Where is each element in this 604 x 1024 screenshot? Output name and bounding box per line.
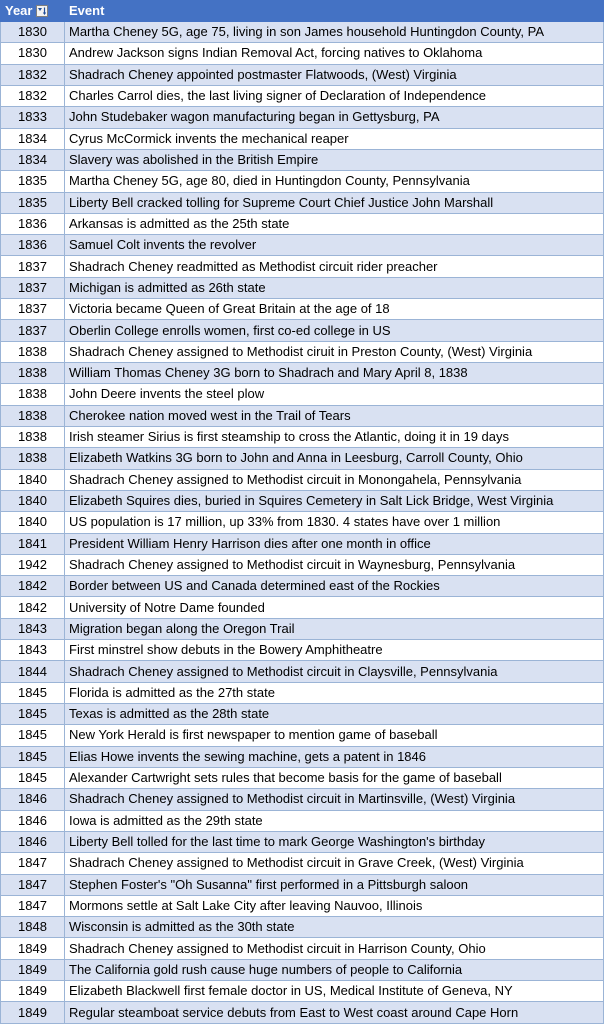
year-cell[interactable]: 1832 <box>1 64 65 85</box>
table-row <box>1 533 604 554</box>
year-cell[interactable]: 1849 <box>1 959 65 980</box>
table-row <box>1 277 604 298</box>
year-cell[interactable]: 1837 <box>1 320 65 341</box>
year-cell[interactable]: 1836 <box>1 235 65 256</box>
event-cell[interactable]: Shadrach Cheney assigned to Methodist circuit in Martinsville, (West) Virginia <box>65 789 604 810</box>
event-cell[interactable]: Liberty Bell cracked tolling for Supreme Court Chief Justice John Marshall <box>65 192 604 213</box>
table-row <box>1 874 604 895</box>
event-cell[interactable]: Andrew Jackson signs Indian Removal Act, forcing natives to Oklahoma <box>65 43 604 64</box>
event-cell[interactable]: Elizabeth Squires dies, buried in Squires Cemetery in Salt Lick Bridge, West Virginia <box>65 490 604 511</box>
table-row <box>1 597 604 618</box>
event-cell[interactable]: Florida is admitted as the 27th state <box>65 682 604 703</box>
table-row <box>1 320 604 341</box>
year-cell[interactable]: 1841 <box>1 533 65 554</box>
header-row <box>1 1 604 22</box>
year-cell[interactable]: 1832 <box>1 85 65 106</box>
year-cell[interactable]: 1837 <box>1 256 65 277</box>
event-column-header[interactable] <box>65 1 604 22</box>
year-cell[interactable]: 1838 <box>1 426 65 447</box>
event-cell[interactable]: Martha Cheney 5G, age 75, living in son James household Huntingdon County, PA <box>65 22 604 43</box>
table-row <box>1 554 604 575</box>
event-cell[interactable]: First minstrel show debuts in the Bowery Amphitheatre <box>65 640 604 661</box>
year-cell[interactable]: 1837 <box>1 299 65 320</box>
year-cell[interactable]: 1848 <box>1 917 65 938</box>
year-cell[interactable]: 1847 <box>1 895 65 916</box>
table-row <box>1 128 604 149</box>
event-cell[interactable]: Shadrach Cheney assigned to Methodist circuit in Waynesburg, Pennsylvania <box>65 554 604 575</box>
year-cell[interactable]: 1849 <box>1 1002 65 1024</box>
event-cell[interactable]: Cyrus McCormick invents the mechanical reaper <box>65 128 604 149</box>
table-row <box>1 43 604 64</box>
year-cell[interactable]: 1840 <box>1 490 65 511</box>
event-cell[interactable]: New York Herald is first newspaper to mention game of baseball <box>65 725 604 746</box>
event-cell[interactable]: Elias Howe invents the sewing machine, gets a patent in 1846 <box>65 746 604 767</box>
table-row <box>1 853 604 874</box>
event-header-label: Event <box>69 3 105 18</box>
table-row <box>1 235 604 256</box>
year-cell[interactable]: 1838 <box>1 448 65 469</box>
year-cell[interactable]: 1838 <box>1 405 65 426</box>
year-cell[interactable]: 1845 <box>1 746 65 767</box>
event-cell[interactable]: President William Henry Harrison dies after one month in office <box>65 533 604 554</box>
event-cell[interactable]: Shadrach Cheney assigned to Methodist circuit in Grave Creek, (West) Virginia <box>65 853 604 874</box>
year-cell[interactable]: 1837 <box>1 277 65 298</box>
event-cell[interactable]: Shadrach Cheney assigned to Methodist circuit in Claysville, Pennsylvania <box>65 661 604 682</box>
table-row <box>1 938 604 959</box>
table-row <box>1 959 604 980</box>
table-row <box>1 363 604 384</box>
table-row <box>1 640 604 661</box>
year-cell[interactable]: 1835 <box>1 171 65 192</box>
event-cell[interactable]: Victoria became Queen of Great Britain at the age of 18 <box>65 299 604 320</box>
event-cell[interactable]: Iowa is admitted as the 29th state <box>65 810 604 831</box>
year-cell[interactable]: 1838 <box>1 341 65 362</box>
year-cell[interactable]: 1833 <box>1 107 65 128</box>
event-cell[interactable]: The California gold rush cause huge numbers of people to California <box>65 959 604 980</box>
event-cell[interactable]: Shadrach Cheney appointed postmaster Flatwoods, (West) Virginia <box>65 64 604 85</box>
event-cell[interactable]: Arkansas is admitted as the 25th state <box>65 213 604 234</box>
event-cell[interactable]: Stephen Foster's "Oh Susanna" first performed in a Pittsburgh saloon <box>65 874 604 895</box>
year-cell[interactable]: 1847 <box>1 874 65 895</box>
event-cell[interactable]: Texas is admitted as the 28th state <box>65 704 604 725</box>
table-row <box>1 789 604 810</box>
table-row <box>1 256 604 277</box>
event-cell[interactable]: Shadrach Cheney assigned to Methodist circuit in Monongahela, Pennsylvania <box>65 469 604 490</box>
event-cell[interactable]: Border between US and Canada determined east of the Rockies <box>65 576 604 597</box>
year-cell[interactable]: 1834 <box>1 128 65 149</box>
event-cell[interactable]: Shadrach Cheney assigned to Methodist circuit in Harrison County, Ohio <box>65 938 604 959</box>
table-row <box>1 149 604 170</box>
table-row <box>1 64 604 85</box>
table-row <box>1 810 604 831</box>
event-cell[interactable]: Elizabeth Watkins 3G born to John and Anna in Leesburg, Carroll County, Ohio <box>65 448 604 469</box>
event-cell[interactable]: Wisconsin is admitted as the 30th state <box>65 917 604 938</box>
year-cell[interactable]: 1838 <box>1 363 65 384</box>
table-row <box>1 704 604 725</box>
table-row <box>1 426 604 447</box>
year-cell[interactable]: 1845 <box>1 725 65 746</box>
event-cell[interactable]: Michigan is admitted as 26th state <box>65 277 604 298</box>
event-cell[interactable]: Charles Carrol dies, the last living signer of Declaration of Independence <box>65 85 604 106</box>
table-row <box>1 22 604 43</box>
table-row <box>1 107 604 128</box>
event-cell[interactable]: Cherokee nation moved west in the Trail of Tears <box>65 405 604 426</box>
year-cell[interactable]: 1847 <box>1 853 65 874</box>
year-header-label: Year <box>5 3 33 18</box>
event-cell[interactable]: John Studebaker wagon manufacturing began in Gettysburg, PA <box>65 107 604 128</box>
event-cell[interactable]: Oberlin College enrolls women, first co-ed college in US <box>65 320 604 341</box>
table-row <box>1 917 604 938</box>
table-row <box>1 831 604 852</box>
year-cell[interactable]: 1845 <box>1 682 65 703</box>
year-cell[interactable]: 1834 <box>1 149 65 170</box>
table-row <box>1 1002 604 1024</box>
table-row <box>1 299 604 320</box>
event-cell[interactable]: University of Notre Dame founded <box>65 597 604 618</box>
event-cell[interactable]: Slavery was abolished in the British Empire <box>65 149 604 170</box>
year-cell[interactable]: 1845 <box>1 704 65 725</box>
year-cell[interactable]: 1849 <box>1 938 65 959</box>
table-row <box>1 213 604 234</box>
table-row <box>1 895 604 916</box>
table-row <box>1 85 604 106</box>
table-row <box>1 767 604 788</box>
table-row <box>1 448 604 469</box>
year-cell[interactable]: 1838 <box>1 384 65 405</box>
event-cell[interactable]: Liberty Bell tolled for the last time to mark George Washington's birthday <box>65 831 604 852</box>
year-cell[interactable]: 1844 <box>1 661 65 682</box>
table-row <box>1 512 604 533</box>
event-cell[interactable]: Irish steamer Sirius is first steamship to cross the Atlantic, doing it in 19 days <box>65 426 604 447</box>
year-cell[interactable]: 1942 <box>1 554 65 575</box>
year-cell[interactable]: 1843 <box>1 618 65 639</box>
table-row <box>1 171 604 192</box>
year-cell[interactable]: 1836 <box>1 213 65 234</box>
year-cell[interactable]: 1843 <box>1 640 65 661</box>
table-row <box>1 384 604 405</box>
event-cell[interactable]: Alexander Cartwright sets rules that become basis for the game of baseball <box>65 767 604 788</box>
event-cell[interactable]: William Thomas Cheney 3G born to Shadrach and Mary April 8, 1838 <box>65 363 604 384</box>
table-row <box>1 405 604 426</box>
year-cell[interactable]: 1846 <box>1 831 65 852</box>
table-row <box>1 746 604 767</box>
sort-descending-filter-icon[interactable] <box>36 5 48 17</box>
year-cell[interactable]: 1835 <box>1 192 65 213</box>
event-cell[interactable]: Mormons settle at Salt Lake City after leaving Nauvoo, Illinois <box>65 895 604 916</box>
year-cell[interactable]: 1830 <box>1 43 65 64</box>
table-row <box>1 192 604 213</box>
year-cell[interactable]: 1842 <box>1 597 65 618</box>
year-cell[interactable]: 1849 <box>1 981 65 1002</box>
year-cell[interactable]: 1840 <box>1 469 65 490</box>
event-cell[interactable]: John Deere invents the steel plow <box>65 384 604 405</box>
year-cell[interactable]: 1846 <box>1 810 65 831</box>
event-cell[interactable]: Samuel Colt invents the revolver <box>65 235 604 256</box>
event-cell[interactable]: Shadrach Cheney assigned to Methodist ciruit in Preston County, (West) Virginia <box>65 341 604 362</box>
year-cell[interactable]: 1846 <box>1 789 65 810</box>
year-cell[interactable]: 1842 <box>1 576 65 597</box>
table-row <box>1 682 604 703</box>
event-cell[interactable]: US population is 17 million, up 33% from 1830. 4 states have over 1 million <box>65 512 604 533</box>
table-row <box>1 490 604 511</box>
table-row <box>1 618 604 639</box>
table-row <box>1 661 604 682</box>
table-row <box>1 981 604 1002</box>
event-cell[interactable]: Regular steamboat service debuts from East to West coast around Cape Horn <box>65 1002 604 1024</box>
year-cell[interactable]: 1840 <box>1 512 65 533</box>
event-cell[interactable]: Elizabeth Blackwell first female doctor in US, Medical Institute of Geneva, NY <box>65 981 604 1002</box>
year-cell[interactable]: 1845 <box>1 767 65 788</box>
table-row <box>1 576 604 597</box>
table-row <box>1 341 604 362</box>
year-cell[interactable]: 1830 <box>1 22 65 43</box>
year-column-header[interactable] <box>1 1 65 22</box>
event-cell[interactable]: Martha Cheney 5G, age 80, died in Huntingdon County, Pennsylvania <box>65 171 604 192</box>
table-row <box>1 725 604 746</box>
event-cell[interactable]: Shadrach Cheney readmitted as Methodist circuit rider preacher <box>65 256 604 277</box>
event-cell[interactable]: Migration began along the Oregon Trail <box>65 618 604 639</box>
table-row <box>1 469 604 490</box>
